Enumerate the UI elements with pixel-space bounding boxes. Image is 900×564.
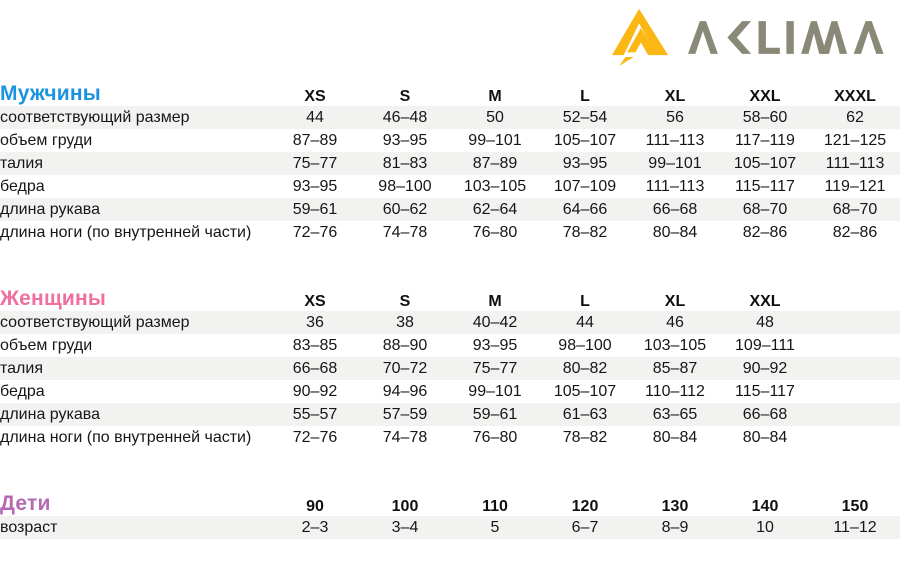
size-value: 44 [306,108,324,126]
size-value: 80–82 [562,359,608,377]
size-value: 85–87 [652,359,698,377]
size-value: 75–77 [292,154,338,172]
size-value: 52–54 [562,108,608,126]
size-value: 80–84 [742,428,788,446]
size-value: 64–66 [562,200,608,218]
size-value: 63–65 [652,405,698,423]
size-value: 121–125 [823,131,887,149]
measurement-label: талия [0,359,43,377]
size-value: 78–82 [562,428,608,446]
size-value: 98–100 [378,177,432,195]
size-column-header: XXL [749,88,781,105]
size-value: 74–78 [382,223,428,241]
size-value: 109–111 [735,336,795,354]
table-row [0,106,900,129]
men-size-table [0,82,900,244]
size-value: 6–7 [571,518,599,536]
size-column-header: XS [304,88,326,105]
size-column-header: 100 [391,498,419,515]
size-value: 103–105 [463,177,527,195]
size-value: 103–105 [643,336,707,354]
size-value: 50 [486,108,504,126]
brand-logo [609,8,884,66]
size-value [810,311,900,334]
table-row [0,311,900,334]
table-row [0,380,900,403]
size-value: 83–85 [292,336,338,354]
size-column-header: 120 [571,498,599,515]
size-value: 11–12 [833,518,877,536]
size-value: 55–57 [292,405,338,423]
size-value: 74–78 [382,428,428,446]
size-column-header: S [399,293,411,310]
size-value: 68–70 [742,200,788,218]
size-column-header: M [488,293,502,310]
table-row [0,357,900,380]
size-value: 87–89 [292,131,338,149]
size-value: 90–92 [292,382,338,400]
size-value: 66–68 [742,405,788,423]
size-value: 5 [490,518,500,536]
size-value: 62 [846,108,864,126]
table-row [0,516,900,539]
size-value: 115–117 [735,177,795,195]
section-title-kids: Дети [0,492,51,515]
size-value: 111–113 [825,154,885,172]
section-men [0,82,900,244]
size-column-header: XXL [749,293,781,310]
size-value: 117–119 [735,131,795,149]
size-column-header: S [399,88,411,105]
size-value: 82–86 [832,223,878,241]
size-value: 107–109 [553,177,617,195]
table-row [0,175,900,198]
size-value: 8–9 [661,518,689,536]
size-value: 40–42 [472,313,518,331]
measurement-label: длина рукава [0,200,100,218]
measurement-label: возраст [0,518,58,536]
women-header-row [0,287,900,311]
section-kids [0,492,900,539]
men-header-row [0,82,900,106]
size-value: 105–107 [553,382,617,400]
size-value: 87–89 [472,154,518,172]
size-value: 105–107 [553,131,617,149]
table-row [0,152,900,175]
size-value: 56 [666,108,684,126]
size-value: 93–95 [472,336,518,354]
kids-size-table [0,492,900,539]
size-value: 48 [756,313,774,331]
size-value: 119–121 [824,177,886,195]
size-value: 59–61 [472,405,518,423]
size-value: 88–90 [382,336,428,354]
size-column-header: 90 [306,498,324,515]
measurement-label: талия [0,154,43,172]
size-value: 57–59 [382,405,428,423]
size-value [810,357,900,380]
size-column-header: 110 [482,498,508,515]
size-value: 70–72 [382,359,428,377]
measurement-label: бедра [0,382,45,400]
size-value: 75–77 [472,359,518,377]
kids-header-row [0,492,900,516]
table-row [0,403,900,426]
size-value: 68–70 [832,200,878,218]
size-value: 99–101 [468,382,522,400]
section-title-women: Женщины [0,287,106,310]
table-row [0,426,900,449]
measurement-label: длина ноги (по внутренней части) [0,428,252,446]
size-value: 61–63 [562,405,608,423]
size-value: 105–107 [733,154,797,172]
size-value: 90–92 [742,359,788,377]
size-value: 111–113 [645,131,705,149]
size-value: 60–62 [382,200,428,218]
size-value: 2–3 [301,518,329,536]
size-value: 38 [396,313,414,331]
size-value: 93–95 [292,177,338,195]
size-value: 111–113 [645,177,705,195]
size-column-header [810,287,900,311]
size-value: 10 [756,518,774,536]
size-value: 99–101 [468,131,522,149]
section-title-men: Мужчины [0,82,101,105]
size-value: 99–101 [648,154,702,172]
size-value: 46 [666,313,684,331]
size-value: 80–84 [652,223,698,241]
measurement-label: соответствующий размер [0,313,190,331]
size-column-header: XS [304,293,326,310]
table-row [0,221,900,244]
size-value: 93–95 [382,131,428,149]
size-value: 46–48 [382,108,428,126]
size-value: 80–84 [652,428,698,446]
size-value: 76–80 [472,223,518,241]
size-value: 58–60 [742,108,788,126]
size-value: 72–76 [292,428,338,446]
size-value: 44 [576,313,594,331]
table-row [0,198,900,221]
table-row [0,334,900,357]
size-value [810,334,900,357]
section-women [0,287,900,449]
size-value: 36 [306,313,324,331]
size-value: 76–80 [472,428,518,446]
size-value: 66–68 [652,200,698,218]
measurement-label: объем груди [0,131,93,149]
aklima-wordmark [688,21,884,54]
women-size-table [0,287,900,449]
size-column-header: XL [664,293,686,310]
aklima-mountain-icon [609,8,671,66]
size-value: 82–86 [742,223,788,241]
size-value: 78–82 [562,223,608,241]
size-column-header: 150 [841,498,869,515]
size-value: 81–83 [382,154,428,172]
table-row [0,129,900,152]
size-value: 3–4 [391,518,419,536]
size-value: 115–117 [735,382,795,400]
size-column-header: L [580,293,590,310]
size-value: 110–112 [645,382,705,400]
measurement-label: соответствующий размер [0,108,190,126]
size-value: 72–76 [292,223,338,241]
measurement-label: объем груди [0,336,93,354]
size-column-header: 130 [661,498,689,515]
measurement-label: длина ноги (по внутренней части) [0,223,252,241]
measurement-label: бедра [0,177,45,195]
size-value: 98–100 [558,336,612,354]
size-column-header: XXXL [834,88,876,105]
size-value: 59–61 [292,200,338,218]
size-value: 94–96 [382,382,428,400]
size-column-header: XL [664,88,686,105]
size-column-header: L [580,88,590,105]
measurement-label: длина рукава [0,405,100,423]
size-value [810,426,900,449]
size-value: 93–95 [562,154,608,172]
size-value [810,380,900,403]
size-column-header: M [488,88,502,105]
size-column-header: 140 [751,498,779,515]
size-value [810,403,900,426]
size-value: 62–64 [472,200,518,218]
size-value: 66–68 [292,359,338,377]
